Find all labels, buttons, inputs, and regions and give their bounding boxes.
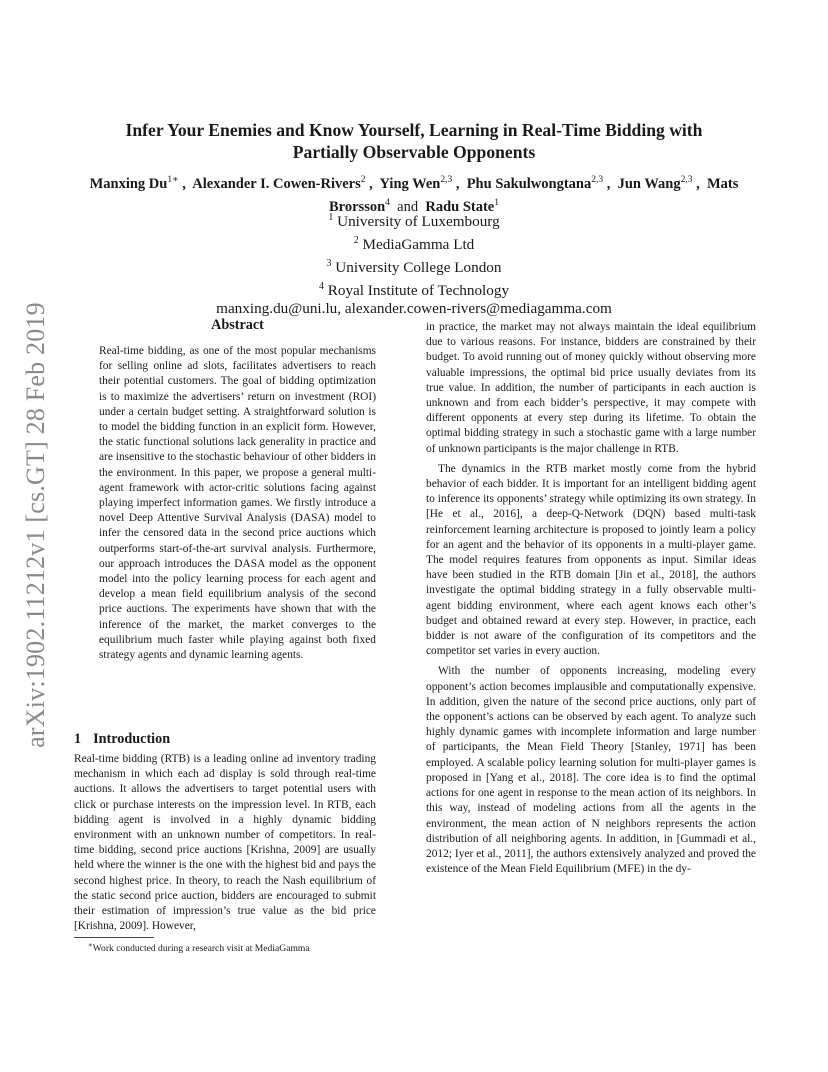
abstract-text: Real-time bidding, as one of the most popular mechanisms for selling online ad slots, facilitates advertisers to reach their potential customers. The goal of bidding optimization is to maximize the advertisers’ return on investment (ROI) under a certain budget setting. A straightforward solution is to model the bidding function in an explicit form. However, the static functional solutions lack generality in practice and are insensitive to the stochastic behaviour of other bidders in the environment. In this paper, we propose a general multi-agent framework with actor-critic solutions facing against playing imperfect information games. We firstly introduce a novel Deep Attentive Survival Analysis (DASA) model to infer the censored data in the second price auctions which outperforms start-of-the-art survival analysis. Furthermore, our approach introduces the DASA model as the opponent model into the policy learning process for each agent and develop a mean field equilibrium analysis of the second price auctions. The experiments have shown that with the inference of the market, the market converges to the equilibrium much faster while playing against both fixed strategy agents and dynamic learning agents. — [99, 345, 376, 662]
author-conjunction: and — [397, 198, 419, 215]
body-paragraph: With the number of opponents increasing, modeling every opponent’s action becomes implausible and computationally expensive. In addition, given the nature of the second price auctions, only part of the opponent’s actions can be observed by each agent. To analyze such highly dynamic games with incomplete information and large number of participants, the Mean Field Theory [Stanley, 1971] has been employed. A scalable policy learning solution for multi-player games is proposed in [Yang et al., 2018]. The core idea is to find the optimal actions for one agent in response to the mean action of its neighbors. In this way, instead of modeling actions from all the agents in the environment, the mean action of N neighbors represents the action distribution of all neighboring agents. In addition, in [Gummadi et al., 2012; Iyer et al., 2011], the authors extensively analyzed and proved the existence of the Mean Field Equilibrium (MFE) in the dy- — [426, 665, 756, 876]
affiliation-list — [70, 209, 758, 319]
right-column — [426, 320, 756, 877]
author-affil-mark: 1∗ — [167, 175, 179, 185]
author-affil-mark: 2,3 — [440, 175, 453, 185]
author-list: Manxing $Du^{1∗}$ , Alexander I. Cowen-Rivers$^2$ , Ying Wen$^{2,3}$ , Phu Sakulwongtana$^{2,3}$ , Jun Wang$^{2,3}$ , Mats Brorsson$^4$ and Radu State$^1$ — [89, 175, 739, 215]
section-title: Introduction — [93, 731, 171, 747]
author-name: Mats Brorsson — [329, 175, 739, 215]
affiliation: $^2$ MediaGamma Ltd — [353, 234, 475, 253]
author-name: Radu State — [425, 198, 495, 215]
affiliation: $^1$ University of Luxembourg — [328, 212, 500, 231]
intro-body — [74, 752, 376, 934]
abstract-body — [99, 344, 376, 663]
author-name: Manxing Du — [89, 175, 168, 192]
author-name: Alexander I. Cowen-Rivers — [192, 175, 361, 192]
affiliation: $^4$ Royal Institute of Technology — [318, 280, 510, 299]
arxiv-side-stamp — [16, 285, 56, 765]
section-number: 1 — [74, 731, 82, 747]
author-name: Ying Wen — [379, 175, 441, 192]
title-line-1: Infer Your Enemies and Know Yourself, Learning in Real-Time Bidding with — [125, 120, 703, 140]
author-affil-mark: 1 — [494, 197, 499, 208]
author-affil-mark: 4 — [385, 197, 390, 208]
body-paragraph: The dynamics in the RTB market mostly come from the hybrid behavior of each bidder. It is important for an intelligent bidding agent to inference its opponents’ strategy while optimizing its own strategy. In [He et al., 2016], a deep-Q-Network (DQN) based multi-task reinforcement learning architecture is proposed to jointly learn a policy for an agent and the behavior of its opponents in a multi-player game. The model requires features from opponents as input. Similar ideas have been studied in the RTB domain [Jin et al., 2018], the authors investigate the optimal bidding strategy in a fully observable multi-agent bidding environment, where each agent knows each other’s budget and obtained reward at every step. However, in practice, each bidder is not aware of the configuration of its competitors and the competitor set varies in every auction. — [426, 462, 756, 658]
arxiv-identifier: arXiv:1902.11212v1 [cs.GT] 28 Feb 2019 — [21, 302, 50, 748]
author-affil-mark: 2,3 — [680, 175, 693, 185]
author-name: Jun Wang — [617, 175, 681, 192]
author-name: Phu Sakulwongtana — [466, 175, 592, 192]
author-emails: manxing.du@uni.lu, alexander.cowen-rivers@mediagamma.com — [216, 300, 612, 318]
title-line-2: Partially Observable Opponents — [292, 142, 536, 162]
footnote — [88, 941, 310, 954]
author-affil-mark: 2 — [360, 175, 366, 185]
intro-heading — [74, 731, 170, 748]
intro-paragraph: Real-time bidding (RTB) is a leading online ad inventory trading mechanism in which each ad display is sold through real-time auctions. It allows the advertisers to target potential users with click or purchase interests on the impression level. In RTB, each bidding agent is involved in a highly dynamic bidding environment with an unknown number of competitors. In real-time bidding, second price auctions [Krishna, 2009] are usually held where the winner is the one with the highest bid and pays the second highest price. In theory, to reach the Nash equilibrium of the static second price auction, bidders are encouraged to submit their estimation of impression’s true value as the bid price [Krishna, 2009]. However, — [74, 753, 376, 933]
footnote-rule — [74, 937, 154, 938]
footnote-mark: ∗ — [88, 941, 93, 949]
body-paragraph: in practice, the market may not always maintain the ideal equilibrium due to various reasons. For instance, bidders are constrained by their budget. To avoid running out of money quickly without observing more valuable impressions, the optimal bid price usually deviates from its true value. In addition, the number of participants in each auction is unknown and from each bidder’s perspective, it may compete with different opponents at every step during its lifetime. To obtain the optimal bidding strategy in such a stochastic game with a large number of unknown participants is the major challenge in RTB. — [426, 321, 756, 455]
author-affil-mark: 2,3 — [591, 175, 604, 185]
paper-title — [70, 119, 758, 163]
footnote-text: Work conducted during a research visit at MediaGamma — [92, 943, 310, 955]
abstract-heading: Abstract — [211, 317, 264, 333]
affiliation: $^3$ University College London — [326, 257, 502, 276]
